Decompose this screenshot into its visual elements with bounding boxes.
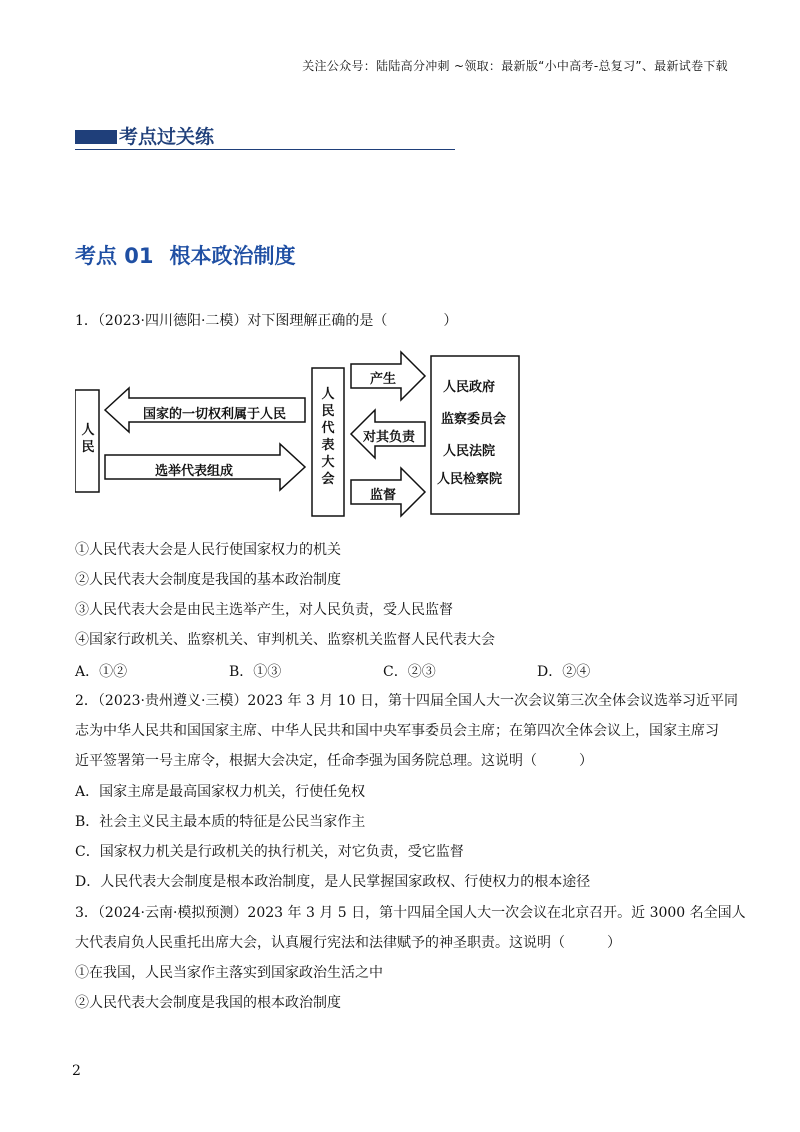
organ-4: 人民检察院 [437, 472, 503, 487]
q1-options [75, 661, 635, 681]
q1-option-c[interactable]: C．②③ [383, 664, 436, 680]
q3-statement-2: ②人民代表大会制度是我国的根本政治制度 [75, 995, 341, 1011]
arrow-responsible-label: 对其负责 [363, 430, 416, 445]
header-note: 关注公众号：陆陆高分冲刺 ~领取：最新版“小中高考-总复习”、最新试卷下载 [302, 59, 728, 73]
section-banner [75, 122, 455, 152]
q1-statement-1: ①人民代表大会是人民行使国家权力的机关 [75, 542, 341, 558]
q2-line-3: 近平签署第一号主席令，根据大会决定，任命李强为国务院总理。这说明（ ） [75, 753, 593, 769]
arrow-supervise-label: 监督 [370, 488, 397, 503]
q1-option-a[interactable]: A．①② [75, 664, 128, 680]
banner-bar [75, 130, 117, 144]
section-title [75, 240, 312, 270]
q1-statement-2: ②人民代表大会制度是我国的基本政治制度 [75, 572, 341, 588]
section-name: 根本政治制度 [169, 244, 296, 268]
organ-3: 人民法院 [443, 444, 496, 459]
organ-1: 人民政府 [443, 380, 496, 395]
arrow-produce-label: 产生 [370, 372, 397, 387]
section-code: 考点 01 [75, 244, 154, 268]
congress-label: 人民代表大会 [321, 387, 335, 487]
q1-option-b[interactable]: B．①③ [229, 664, 282, 680]
q1-option-d[interactable]: D．②④ [537, 664, 591, 680]
banner-underline [75, 149, 455, 150]
page-number: 2 [72, 1063, 81, 1079]
arrow-left-label: 国家的一切权利属于人民 [143, 407, 287, 422]
q2-option-a[interactable]: A．国家主席是最高国家权力机关，行使任免权 [75, 784, 366, 800]
q1-statement-3: ③人民代表大会是由民主选举产生，对人民负责，受人民监督 [75, 602, 453, 618]
organ-2: 监察委员会 [441, 412, 507, 427]
q2-option-c[interactable]: C．国家权力机关是行政机关的执行机关，对它负责，受它监督 [75, 844, 464, 860]
q2-option-b[interactable]: B．社会主义民主最本质的特征是公民当家作主 [75, 814, 366, 830]
q3-statement-1: ①在我国，人民当家作主落实到国家政治生活之中 [75, 965, 383, 981]
q2-line-1: 2．（2023·贵州遵义·三模）2023 年 3 月 10 日，第十四届全国人大一次会议第三次全体会议选举习近平同 [75, 693, 739, 709]
q1-diagram [75, 350, 535, 520]
people-label: 人民 [81, 423, 95, 455]
q2-line-2: 志为中华人民共和国国家主席、中华人民共和国中央军事委员会主席；在第四次全体会议上，国家主席习 [75, 723, 719, 739]
q1-stem: 1．（2023·四川德阳·二模）对下图理解正确的是（ ） [75, 313, 458, 329]
q3-line-2: 大代表肩负人民重托出席大会，认真履行宪法和法律赋予的神圣职责。这说明（ ） [75, 935, 621, 951]
q1-statement-4: ④国家行政机关、监察机关、审判机关、监察机关监督人民代表大会 [75, 632, 495, 648]
q3-line-1: 3．（2024·云南·模拟预测）2023 年 3 月 5 日，第十四届全国人大一次会议在北京召开。近 3000 名全国人 [75, 905, 746, 921]
banner-title: 考点过关练 [119, 126, 215, 148]
arrow-right-label: 选举代表组成 [155, 464, 234, 479]
q2-option-d[interactable]: D．人民代表大会制度是根本政治制度，是人民掌握国家政权、行使权力的根本途径 [75, 874, 591, 890]
